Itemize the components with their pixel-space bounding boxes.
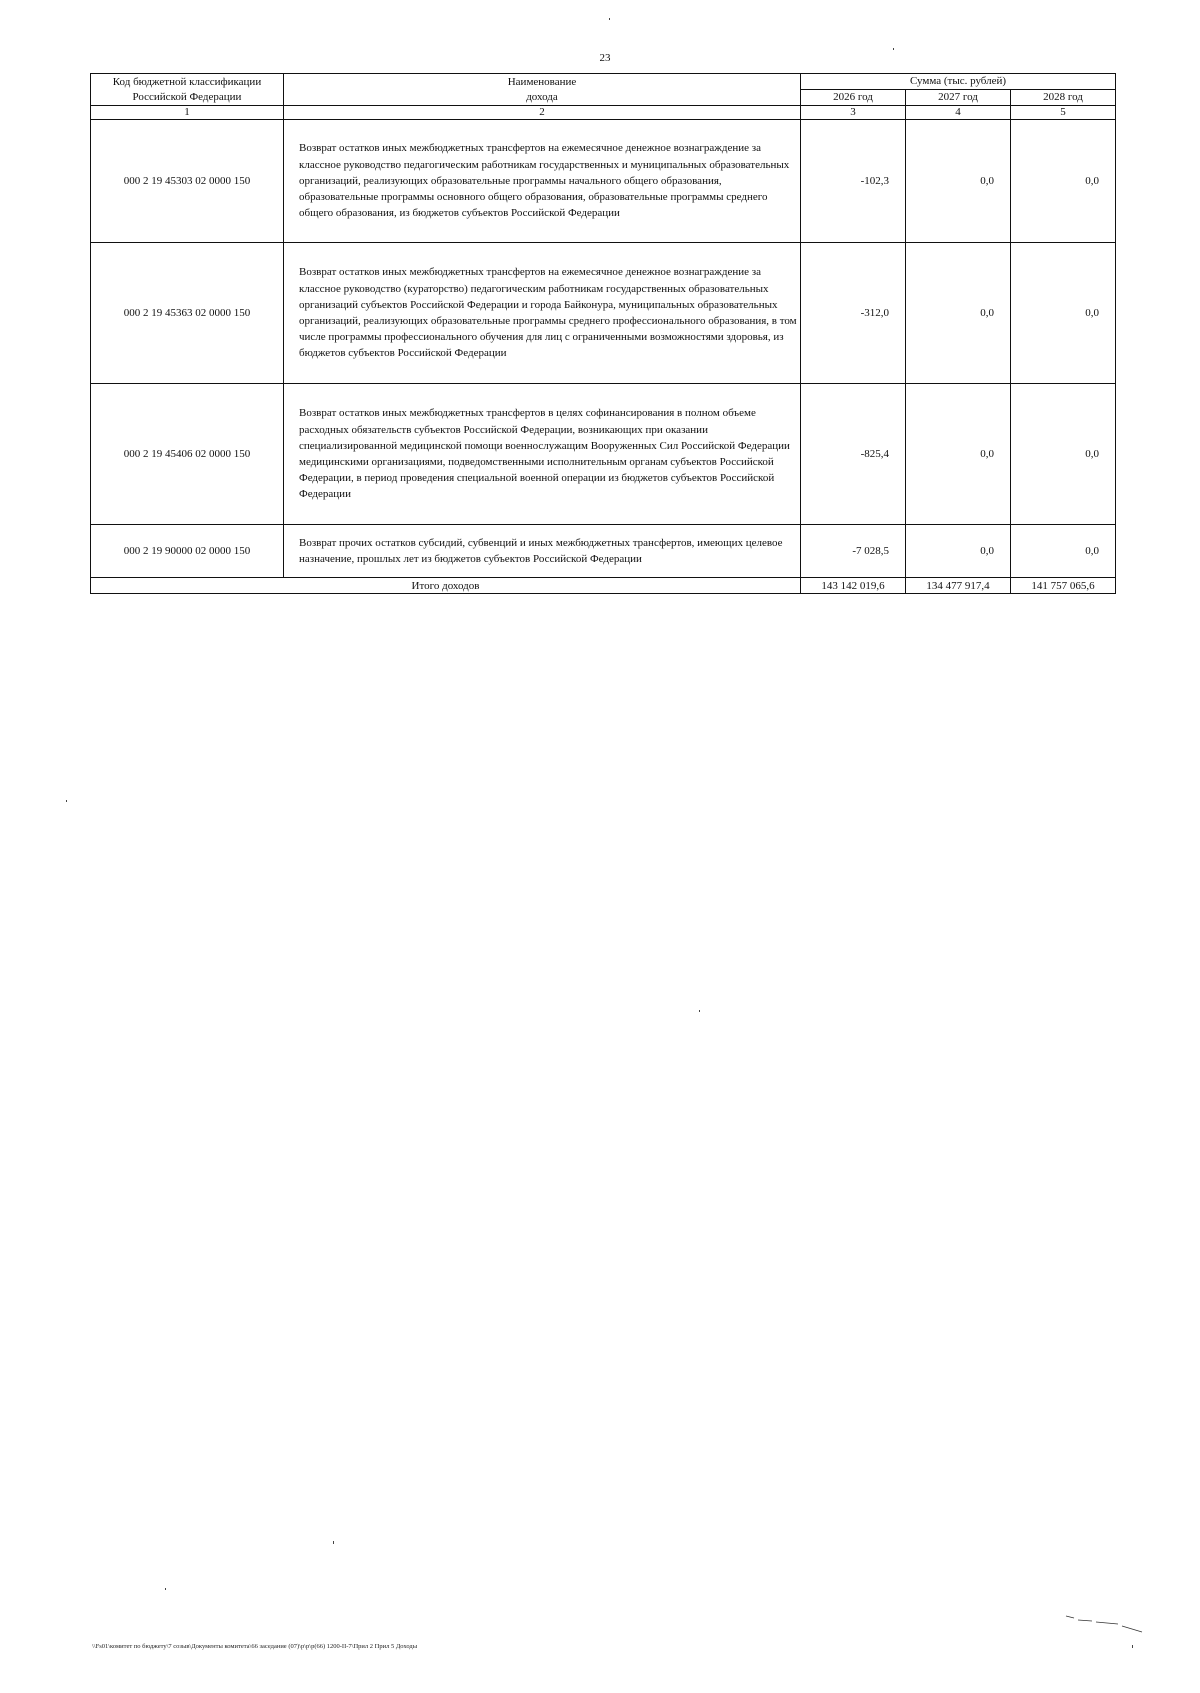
name-header-line-2: дохода (526, 90, 558, 103)
scan-speck (333, 1541, 334, 1544)
revenue-table (90, 73, 1116, 594)
revenue-name: Возврат остатков иных межбюджетных трансфертов на ежемесячное денежное вознаграждение за классное руководство педагогическим работникам государственных и муниципальных образовательных организаций, реализующих образовательные программы начального общего образования, образовательные программы основного общего образования, образовательные программы среднего общего образования, из бюджетов субъектов Российской Федерации (284, 120, 801, 243)
scan-speck (893, 48, 894, 50)
column-number: 5 (1011, 106, 1116, 120)
sum-column-header: Сумма (тыс. рублей) (801, 74, 1116, 90)
value-2027: 0,0 (906, 120, 1011, 243)
budget-code: 000 2 19 45406 02 0000 150 (91, 384, 284, 525)
page-number: 23 (599, 52, 611, 64)
budget-code: 000 2 19 90000 02 0000 150 (91, 525, 284, 578)
scan-speck (699, 1010, 700, 1012)
total-2026: 143 142 019,6 (801, 578, 906, 594)
table-row (91, 243, 1116, 384)
year-header: 2028 год (1011, 90, 1116, 106)
value-2026: -825,4 (801, 384, 906, 525)
column-number: 2 (284, 106, 801, 120)
value-2026: -102,3 (801, 120, 906, 243)
table-row (91, 384, 1116, 525)
value-2028: 0,0 (1011, 525, 1116, 578)
name-header-line-1: Наименование (507, 75, 577, 88)
total-2028: 141 757 065,6 (1011, 578, 1116, 594)
value-2027: 0,0 (906, 384, 1011, 525)
value-2026: -7 028,5 (801, 525, 906, 578)
value-2027: 0,0 (906, 243, 1011, 384)
column-number: 3 (801, 106, 906, 120)
year-header: 2027 год (906, 90, 1011, 106)
column-number: 1 (91, 106, 284, 120)
table-row (91, 525, 1116, 578)
year-header: 2026 год (801, 90, 906, 106)
total-2027: 134 477 917,4 (906, 578, 1011, 594)
code-column-header (91, 74, 284, 106)
scan-stroke-mark (1062, 1612, 1152, 1637)
value-2027: 0,0 (906, 525, 1011, 578)
value-2026: -312,0 (801, 243, 906, 384)
code-header-line-1: Код бюджетной классификации (112, 75, 262, 88)
value-2028: 0,0 (1011, 384, 1116, 525)
scan-speck (609, 18, 610, 20)
revenue-name: Возврат прочих остатков субсидий, субвенций и иных межбюджетных трансфертов, имеющих целевое назначение, прошлых лет из бюджетов субъектов Российской Федерации (284, 525, 801, 578)
table-header-row-1 (91, 74, 1116, 90)
footer-file-path: \\Fs01\комитет по бюджету\7 созыв\Документы комитета\66 заседание (07)\р\р\р(66) 1200-II-7\Прил 2 Прил 5 Доходы (92, 1643, 418, 1650)
scan-speck (66, 800, 67, 802)
revenue-name: Возврат остатков иных межбюджетных трансфертов на ежемесячное денежное вознаграждение за классное руководство (кураторство) педагогическим работникам государственных образовательных организаций субъектов Российской Федерации и города Байконура, муниципальных образовательных организаций, реализующих образовательные программы среднего профессионального образования, в том числе программы профессионального обучения для лиц с ограниченными возможностями здоровья, из бюджетов субъектов Российской Федерации (284, 243, 801, 384)
revenue-name: Возврат остатков иных межбюджетных трансфертов в целях софинансирования в полном объеме расходных обязательств субъектов Российской Федерации, возникающих при оказании специализированной медицинской помощи военнослужащим Вооруженных Сил Российской Федерации медицинскими организациями, подведомственными исполнительным органам субъектов Российской Федерации, в период проведения специальной военной операции из бюджетов субъектов Российской Федерации (284, 384, 801, 525)
total-row (91, 578, 1116, 594)
column-number-row (91, 106, 1116, 120)
budget-code: 000 2 19 45303 02 0000 150 (91, 120, 284, 243)
value-2028: 0,0 (1011, 243, 1116, 384)
scan-speck (165, 1588, 166, 1590)
total-label: Итого доходов (91, 578, 801, 594)
value-2028: 0,0 (1011, 120, 1116, 243)
code-header-line-2: Российской Федерации (132, 90, 242, 103)
name-column-header (284, 74, 801, 106)
table-row (91, 120, 1116, 243)
budget-code: 000 2 19 45363 02 0000 150 (91, 243, 284, 384)
column-number: 4 (906, 106, 1011, 120)
scan-speck (1132, 1645, 1133, 1648)
